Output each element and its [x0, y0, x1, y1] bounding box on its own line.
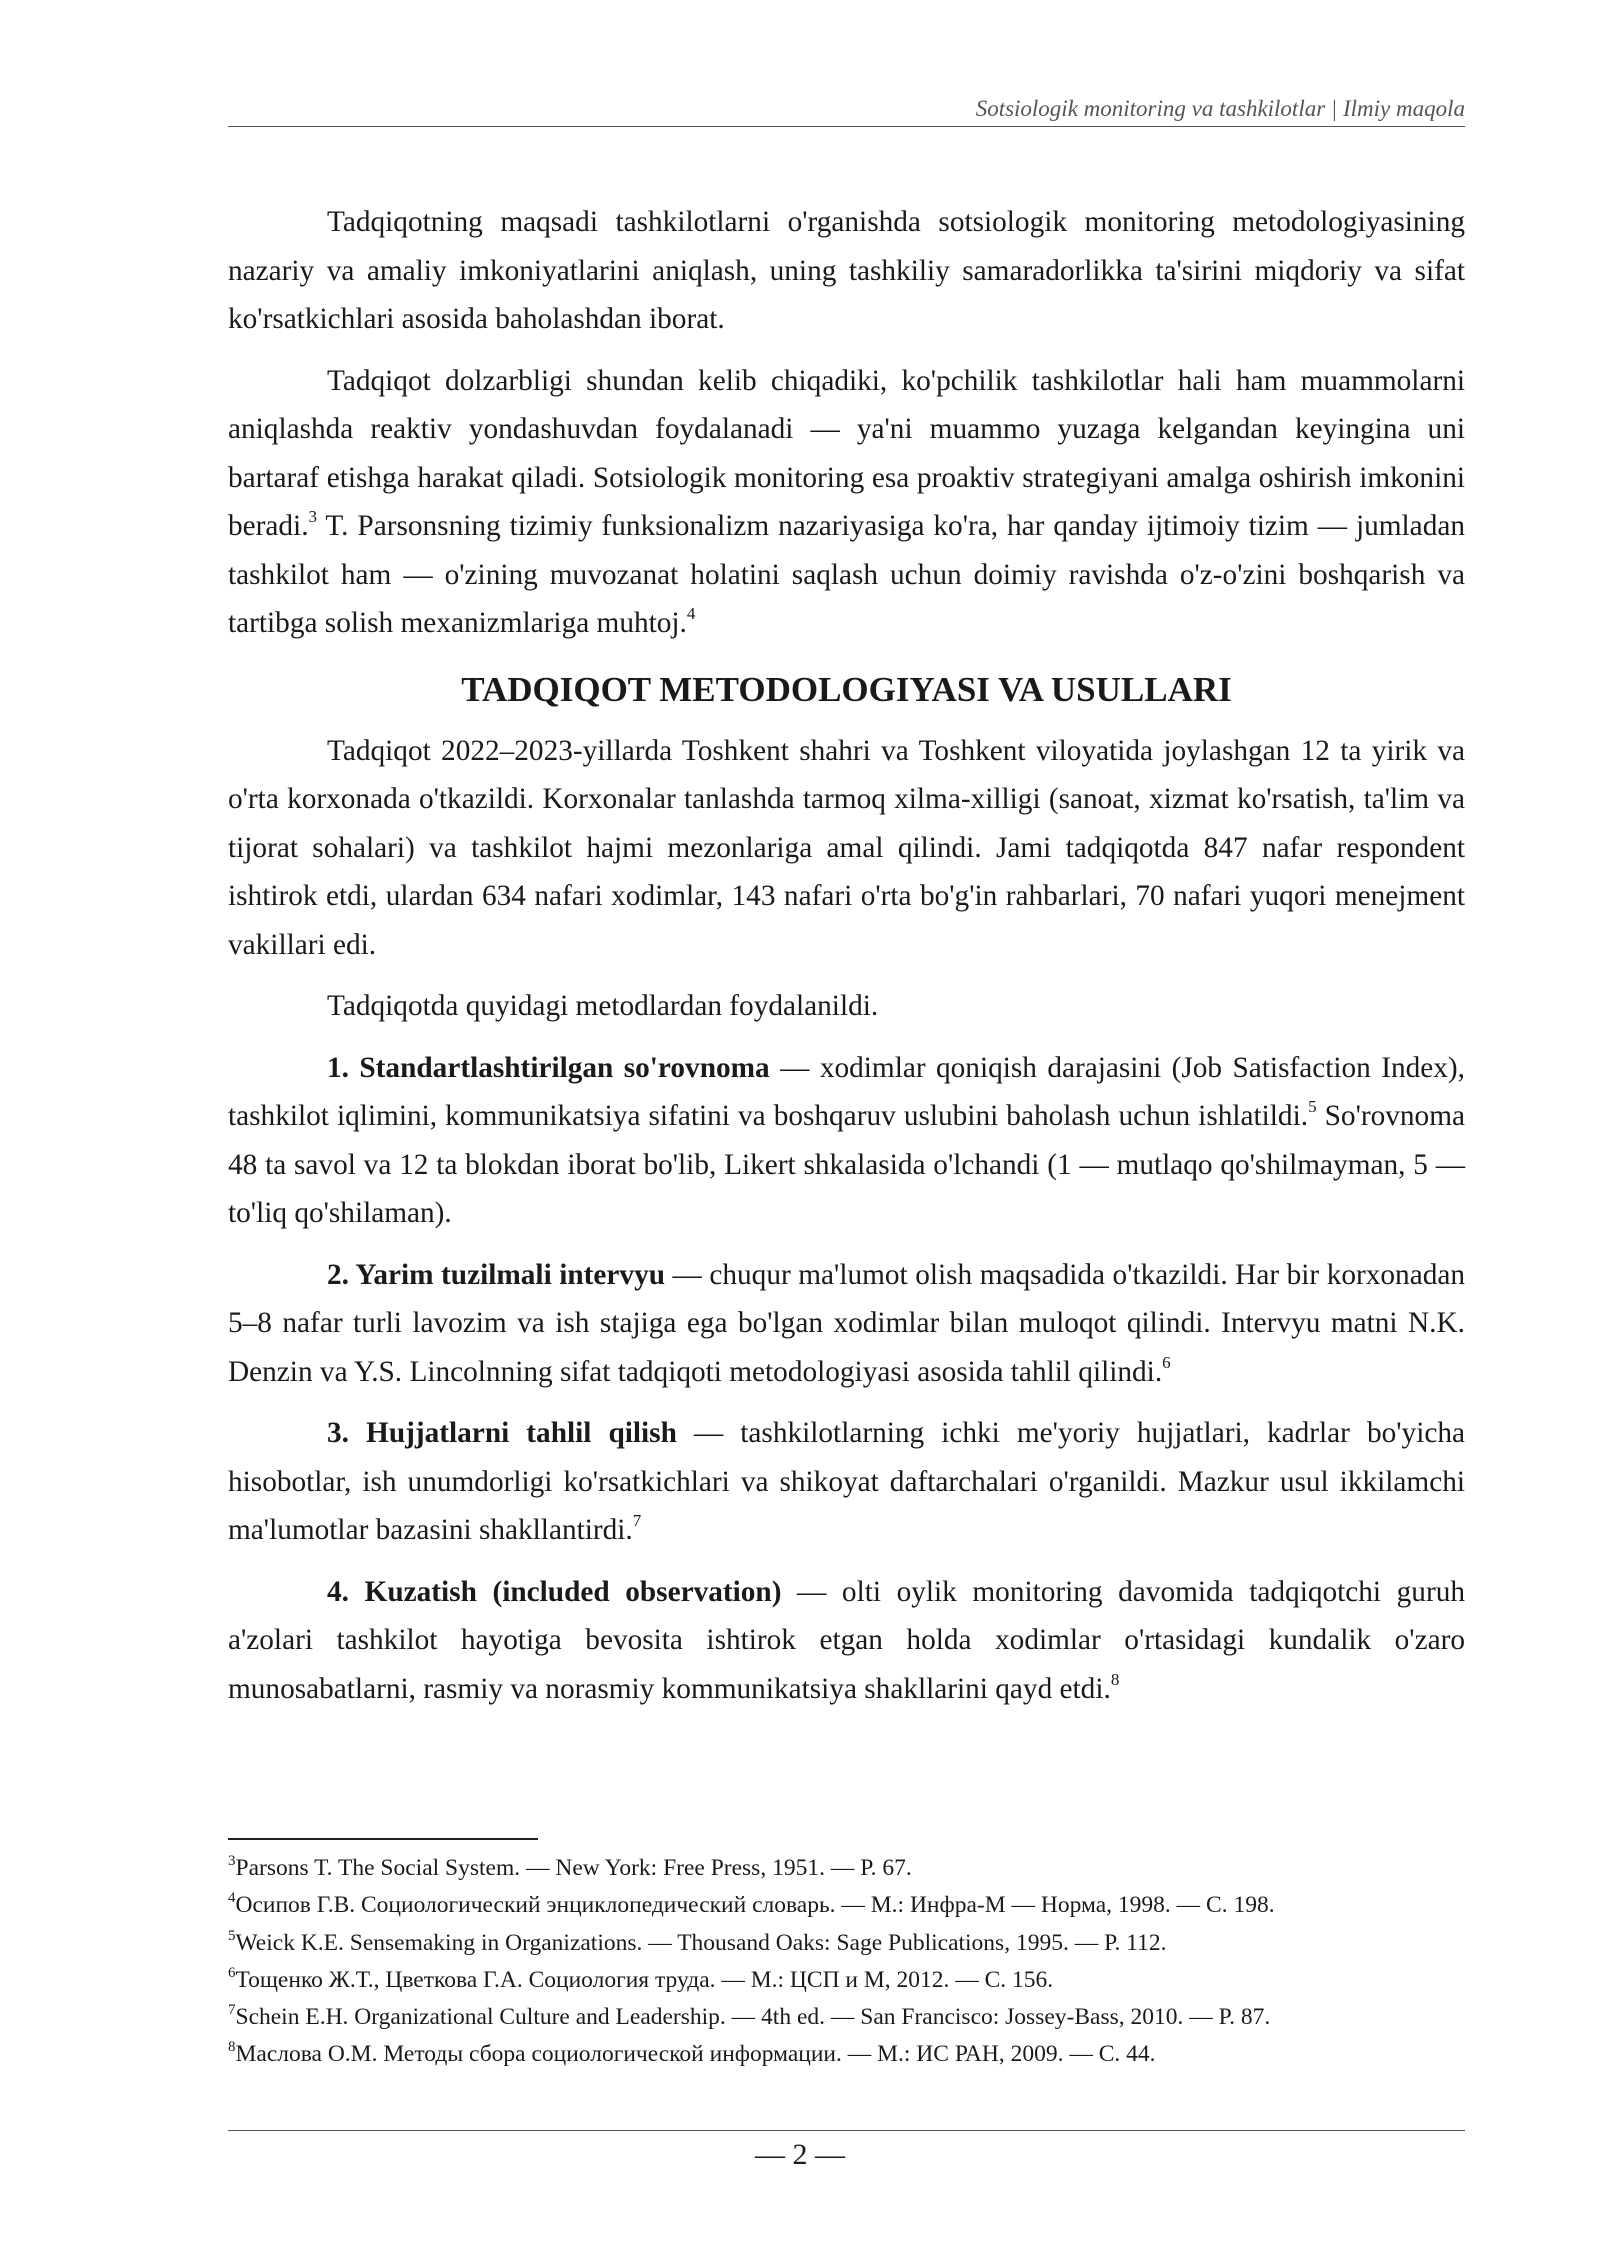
footnote-number: 7: [228, 2002, 236, 2019]
paragraph-methods-intro: Tadqiqotda quyidagi metodlardan foydalanildi.: [327, 990, 879, 1022]
body-text: [228, 198, 1465, 1726]
footnote-text: Маслова О.М. Методы сбора социологической информации. — М.: ИС РАН, 2009. — С. 44.: [235, 2041, 1156, 2068]
footnote-text: Weick K.E. Sensemaking in Organizations. — Thousand Oaks: Sage Publications, 1995. — P. 112.: [235, 1929, 1167, 1956]
footnote-separator: [228, 1838, 538, 1840]
footnote-ref-5[interactable]: 5: [1308, 1097, 1317, 1116]
footnote-6: [228, 1962, 1465, 1999]
footnote-ref-4[interactable]: 4: [686, 604, 696, 623]
footnote-number: 5: [228, 1927, 236, 1944]
relevance-text-part-1: Tadqiqot dolzarbligi shundan kelib chiqadiki, ko'pchilik tashkilotlar hali ham muammolarni aniqlashda reaktiv yondashuvdan foydalanadi — ya'ni muammo yuzaga kelgandan keyingina uni bartaraf etishga harakat qiladi. Sotsiologik monitoring esa proaktiv strategiyani amalga oshirish imkonini beradi.: [228, 364, 1465, 542]
method-title: 2. Yarim tuzilmali intervyu: [327, 1258, 666, 1291]
footnote-ref-8[interactable]: 8: [1110, 1669, 1120, 1689]
page-number: — 2 —: [755, 2138, 845, 2171]
footnote-5: [228, 1925, 1465, 1962]
method-item-document-analysis: [228, 1409, 1465, 1555]
method-text-continued: So'rovnoma 48 ta savol va 12 ta blokdan iborat bo'lib, Likert shkalasida o'lchandi (1 — mutlaqo qo'shilmayman, 5 — to'liq qo'shilaman).: [228, 1100, 1465, 1229]
footnote-ref-6[interactable]: 6: [1162, 1352, 1171, 1372]
footnote-number: 4: [228, 1890, 236, 1907]
footnote-text: Тощенко Ж.Т., Цветкова Г.А. Социология труда. — М.: ЦСП и М, 2012. — С. 156.: [235, 1966, 1054, 1993]
method-title: 3. Hujjatlarni tahlil qilish: [327, 1417, 677, 1449]
method-item-interview: [228, 1251, 1465, 1397]
paragraph-aim: Tadqiqotning maqsadi tashkilotlarni o'rganishda sotsiologik monitoring metodologiyasining nazariy va amaliy imkoniyatlarini aniqlash, uning tashkiliy samaradorlikka ta'sirini miqdoriy va sifat ko'rsatkichlari asosida baholashdan iborat.: [228, 206, 1465, 335]
footnote-text: Осипов Г.В. Социологический энциклопедический словарь. — М.: Инфра-М — Норма, 1998. — С. 198.: [235, 1892, 1275, 1919]
footnote-text: Schein E.H. Organizational Culture and Leadership. — 4th ed. — San Francisco: Jossey-Bass, 2010. — P. 87.: [235, 2004, 1271, 2031]
header-divider: [228, 126, 1465, 127]
running-header: Sotsiologik monitoring va tashkilotlar | Ilmiy maqola: [975, 96, 1465, 121]
footnote-number: 8: [228, 2039, 236, 2056]
method-title: 4. Kuzatish (included observation): [327, 1575, 782, 1608]
paragraph-sample: Tadqiqot 2022–2023-yillarda Toshkent shahri va Toshkent viloyatida joylashgan 12 ta yirik va o'rta korxonada o'tkazildi. Korxonalar tanlashda tarmoq xilma-xilligi (sanoat, xizmat ko'rsatish, ta'lim va tijorat sohalari) va tashkilot hajmi mezonlariga amal qilindi. Jami tadqiqotda 847 nafar respondent ishtirok etdi, ulardan 634 nafari xodimlar, 143 nafari o'rta bo'g'in rahbarlari, 70 nafari yuqori menejment vakillari edi.: [228, 734, 1465, 961]
paragraph-relevance: [228, 357, 1465, 648]
footnote-4: [228, 1887, 1465, 1924]
footer-divider: [228, 2130, 1465, 2131]
section-heading: TADQIQOT METODOLOGIYASI VA USULLARI: [461, 669, 1232, 709]
footnote-ref-7[interactable]: 7: [632, 1511, 642, 1530]
method-text: — tashkilotlarning ichki me'yoriy hujjatlari, kadrlar bo'yicha hisobotlar, ish unumdorligi ko'rsatkichlari va shikoyat daftarchalari o'rganildi. Mazkur usul ikkilamchi ma'lumotlar bazasini shakllantirdi.: [228, 1417, 1465, 1546]
footnote-7: [228, 1999, 1465, 2036]
footnote-8: [228, 2036, 1465, 2073]
relevance-text-part-2: T. Parsonsning tizimiy funksionalizm nazariyasiga ko'ra, har qanday ijtimoiy tizim — jumladan tashkilot ham — o'zining muvozanat holatini saqlash uchun doimiy ravishda o'z-o'zini boshqarish va tartibga solish mexanizmlariga muhtoj.: [228, 510, 1465, 639]
footnotes: [228, 1850, 1465, 2074]
footnote-text: Parsons T. The Social System. — New York: Free Press, 1951. — P. 67.: [235, 1855, 912, 1881]
footnote-3: [228, 1850, 1465, 1887]
method-title: 1. Standartlashtirilgan so'rovnoma: [327, 1051, 770, 1084]
method-text: — chuqur ma'lumot olish maqsadida o'tkazildi. Har bir korxonadan 5–8 nafar turli lavozim va ish stajiga ega bo'lgan xodimlar bilan muloqot qilindi. Intervyu matni N.K. Denzin va Y.S. Lincolnning sifat tadqiqoti metodologiyasi asosida tahlil qilindi.: [228, 1258, 1465, 1388]
footnote-number: 3: [228, 1853, 236, 1869]
method-item-survey: [228, 1044, 1465, 1238]
method-item-observation: [228, 1568, 1465, 1714]
footnote-ref-3[interactable]: 3: [308, 507, 318, 526]
method-text: — olti oylik monitoring davomida tadqiqotchi guruh a'zolari tashkilot hayotiga bevosita ishtirok etgan holda xodimlar o'rtasidagi kundalik o'zaro munosabatlarni, rasmiy va norasmiy kommunikatsiya shakllarini qayd etdi.: [228, 1575, 1465, 1705]
method-text: — xodimlar qoniqish darajasini (Job Satisfaction Index), tashkilot iqlimini, kommunikatsiya sifatini va boshqaruv uslubini baholash uchun ishlatildi.: [228, 1051, 1465, 1132]
footnote-number: 6: [228, 1964, 236, 1981]
